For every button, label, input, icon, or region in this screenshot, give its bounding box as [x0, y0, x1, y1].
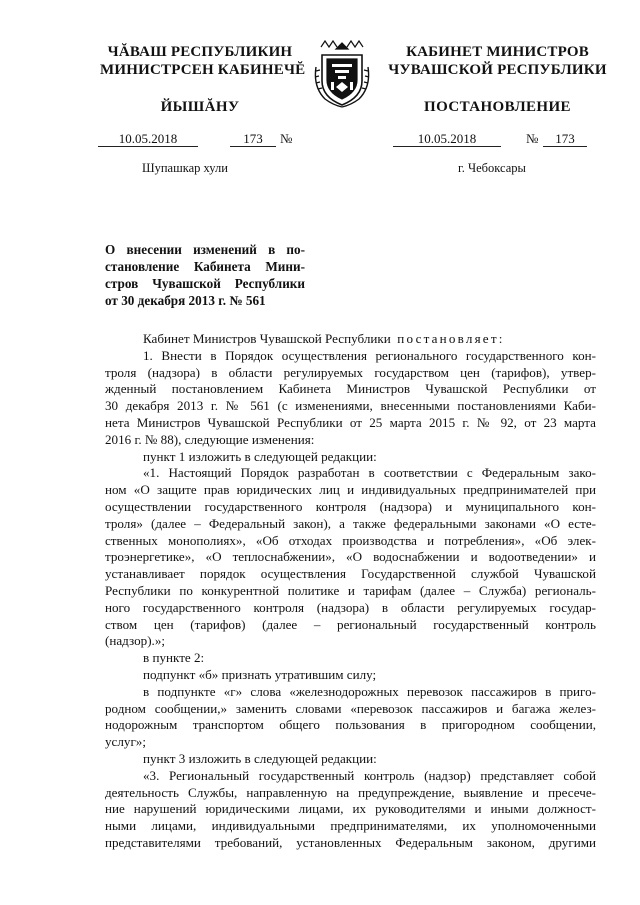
body-line: ного государственного контроля (надзора) в области регулируемых государ-: [105, 599, 596, 615]
doctype-right: ПОСТАНОВЛЕНИЕ: [424, 99, 571, 115]
body-line: 30 декабря 2013 г. № 561 (с изменениями, внесенными постановлениями Каби-: [105, 398, 596, 414]
header-right-line-1: КАБИНЕТ МИНИСТРОВ: [406, 44, 589, 60]
body-line: троля (надзора) в области регулируемых государством цен (тарифов), утвер-: [105, 364, 596, 380]
doctype-left: ЙЫШĂНУ: [160, 99, 240, 115]
place-left: Шупашкар хули: [142, 161, 228, 175]
body-line: ном «О защите прав юридических лиц и индивидуальных предпринимателей при: [105, 482, 596, 498]
number-left: 173: [230, 131, 276, 147]
header-right-line-2: ЧУВАШСКОЙ РЕСПУБЛИКИ: [388, 62, 607, 78]
body-line: жденный постановлением Кабинета Министров Чувашской Республики от: [105, 381, 596, 397]
subject-line: О внесении изменений в по-: [105, 242, 305, 257]
body-line: родном сообщении,» заменить словами «перевозок пассажиров и багажа желез-: [105, 700, 596, 716]
body-line: (надзор).»;: [105, 633, 166, 649]
body-line: ными лицами, индивидуальными предпринимателями, их уполномоченными: [105, 818, 596, 834]
body-line: «3. Региональный государственный контроль (надзор) представляет собой: [143, 767, 596, 783]
document-subject: [105, 241, 305, 309]
chuvash-coat-of-arms-icon: [313, 37, 371, 109]
body-line: нодорожным транспортом общего пользования в пригородном сообщении,: [105, 717, 596, 733]
body-line: в подпункте «г» слова «железнодорожных перевозок пассажиров в приго-: [143, 683, 596, 699]
header-left-line-1: ЧĂВАШ РЕСПУБЛИКИН: [107, 44, 293, 60]
body-line: «1. Настоящий Порядок разработан в соответствии с Федеральным зако-: [143, 465, 596, 481]
subject-line: становление Кабинета Мини-: [105, 259, 305, 274]
body-line: 2016 г. № 88), следующие изменения:: [105, 431, 315, 447]
place-right: г. Чебоксары: [458, 161, 526, 175]
body-line: троэнергетике», «О теплоснабжении», «О водоснабжении и водоотведении» и: [105, 549, 596, 565]
body-line: троля» (далее – Федеральный закон), а также федеральными законами «О есте-: [105, 515, 596, 531]
body-line: в пункте 2:: [143, 650, 205, 666]
body-line: услуг»;: [105, 734, 146, 750]
document-body: [105, 331, 596, 852]
body-line: 1. Внести в Порядок осуществления регионального государственного кон-: [143, 347, 596, 363]
intro-verb: постановляет:: [397, 331, 505, 346]
body-line: пункт 1 изложить в следующей редакции:: [143, 448, 377, 464]
number-sign-right: №: [526, 131, 539, 146]
intro-prefix: Кабинет Министров Чувашской Республики: [143, 331, 391, 346]
body-line: представителями требований, установленных Федеральным законом, другими: [105, 834, 596, 850]
body-line: ством цен (тарифов) (далее – региональный государственный контроль: [105, 616, 596, 632]
header-right-russian: [375, 43, 620, 79]
body-line: Республики по конкурентной политике и тарифам (далее – Служба) региональ-: [105, 582, 596, 598]
body-line: нета Министров Чувашской Республики от 25 марта 2015 г. № 92, от 23 марта: [105, 414, 596, 430]
body-line: ственных монополиях», «Об отходах производства и потребления», «Об элек-: [105, 532, 596, 548]
number-sign-left: №: [280, 131, 293, 146]
body-line: подпункт «б» признать утратившим силу;: [143, 666, 377, 682]
header-left-line-2: МИНИСТРСЕН КАБИНЕЧĔ: [100, 62, 306, 78]
intro-line: [105, 331, 596, 348]
number-right: 173: [543, 131, 587, 147]
body-line: ние нарушений юридическими лицами, их руководителями и иными должност-: [105, 801, 596, 817]
subject-line: от 30 декабря 2013 г. № 561: [105, 293, 266, 308]
body-line: деятельность Службы, направленную на предупреждение, выявление и пресече-: [105, 784, 596, 800]
date-right: 10.05.2018: [393, 131, 501, 147]
header-left-chuvash: [100, 43, 306, 79]
subject-line: стров Чувашской Республики: [105, 276, 305, 291]
body-line: осуществлении государственного контроля (надзора) и муниципального кон-: [105, 498, 596, 514]
body-line: устанавливает порядок осуществления Государственной службой Чувашской: [105, 566, 596, 582]
body-line: пункт 3 изложить в следующей редакции:: [143, 750, 377, 766]
date-left: 10.05.2018: [98, 131, 198, 147]
